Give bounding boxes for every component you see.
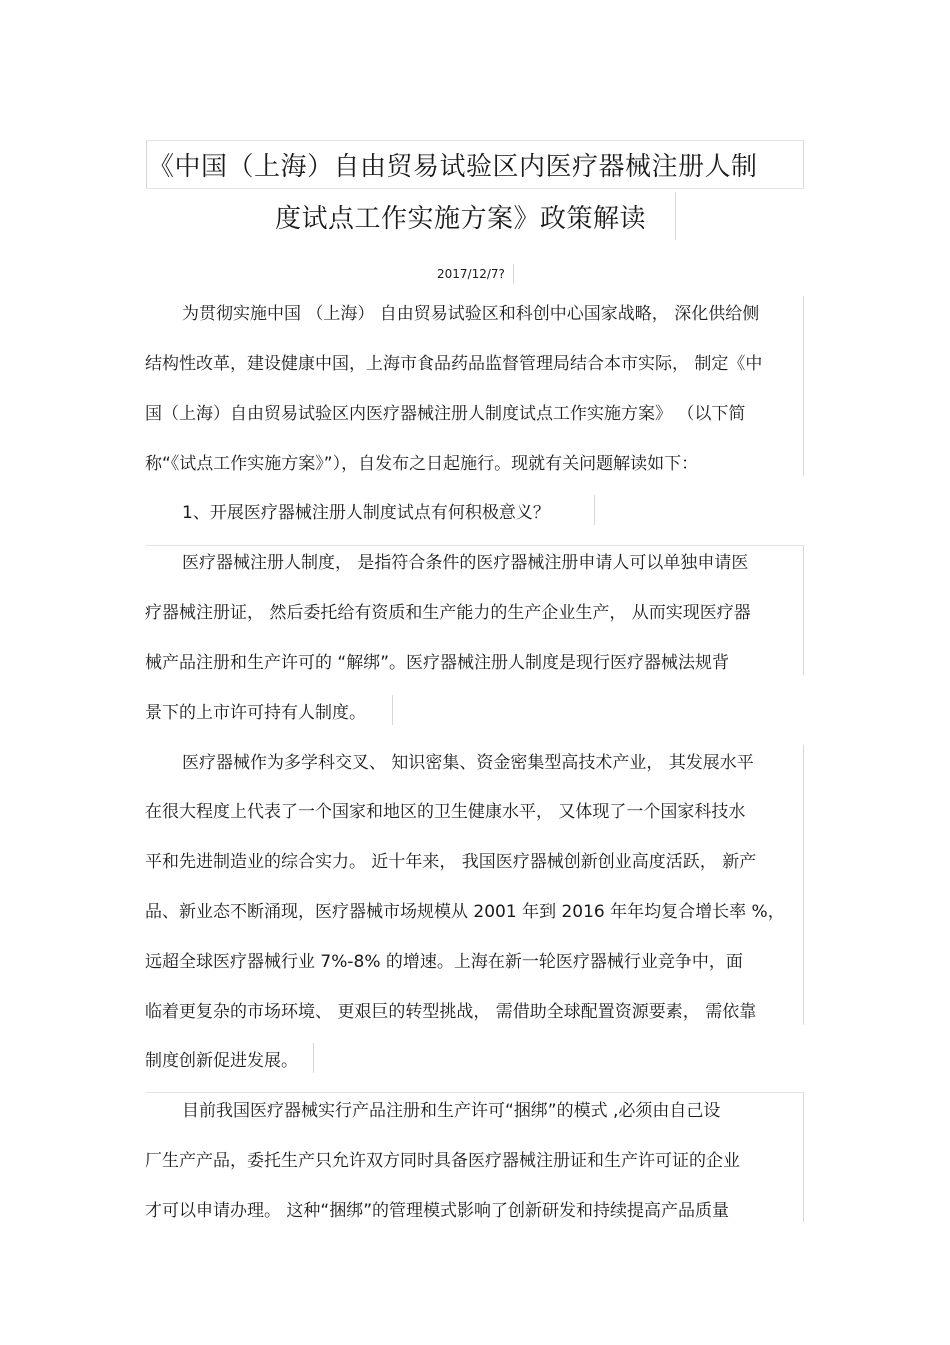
title2-rule-right: [675, 192, 676, 240]
title-rule-left: [146, 140, 147, 188]
body-line: 国（上海）自由贸易试验区内医疗器械注册人制度试点工作实施方案》 （以下简: [145, 404, 746, 424]
body-line: 械产品注册和生产许可的 “解绑”。医疗器械注册人制度是现行医疗器械法规背: [145, 653, 730, 673]
text-rule-right-7: [803, 1092, 804, 1222]
date-rule-right: [513, 264, 514, 284]
body-line: 品、新业态不断涌现，医疗器械市场规模从 2001 年到 2016 年年均复合增长率 %，: [145, 902, 785, 922]
body-line: 景下的上市许可持有人制度。: [145, 703, 366, 723]
body-line: 厂生产产品，委托生产只允许双方同时具备医疗器械注册证和生产许可证的企业: [145, 1151, 740, 1171]
body-line: 医疗器械注册人制度， 是指符合条件的医疗器械注册申请人可以单独申请医: [182, 553, 749, 573]
document-title-line-1: 《中国（上海）自由贸易试验区内医疗器械注册人制: [148, 152, 758, 182]
body-line: 为贯彻实施中国 （上海） 自由贸易试验区和科创中心国家战略， 深化供给侧: [182, 304, 760, 324]
text-rule-right-2: [594, 495, 595, 525]
para-rule-top-1: [146, 545, 804, 546]
body-line: 远超全球医疗器械行业 7%-8% 的增速。上海在新一轮医疗器械行业竞争中，面: [145, 952, 743, 972]
section-heading: 1、开展医疗器械注册人制度试点有何积极意义？: [182, 503, 550, 523]
text-rule-right-1: [803, 296, 804, 476]
body-line: 平和先进制造业的综合实力。 近十年来， 我国医疗器械创新创业高度活跃， 新产: [145, 852, 757, 872]
body-line: 在很大程度上代表了一个国家和地区的卫生健康水平， 又体现了一个国家科技水: [145, 802, 746, 822]
body-line: 称“《试点工作实施方案》”），自发布之日起施行。现就有关问题解读如下：: [145, 454, 699, 474]
body-line: 疗器械注册证， 然后委托给有资质和生产能力的生产企业生产， 从而实现医疗器: [145, 603, 751, 623]
title-rule-right: [803, 140, 804, 188]
body-line: 结构性改革，建设健康中国，上海市食品药品监督管理局结合本市实际， 制定《中: [145, 354, 763, 374]
text-rule-right-6: [313, 1043, 314, 1073]
body-line: 医疗器械作为多学科交叉、 知识密集、资金密集型高技术产业， 其发展水平: [182, 753, 754, 773]
title-rule-top: [146, 140, 804, 141]
text-rule-right-3: [803, 545, 804, 675]
body-line: 制度创新促进发展。: [145, 1051, 298, 1071]
text-rule-right-4: [392, 695, 393, 725]
para-rule-top-2: [146, 1092, 804, 1093]
publish-date: 2017/12/7?: [437, 267, 505, 281]
body-line: 目前我国医疗器械实行产品注册和生产许可“捆绑”的模式 ,必须由自己设: [182, 1101, 721, 1121]
title-rule-bottom: [146, 188, 804, 189]
text-rule-right-5: [803, 745, 804, 1025]
body-line: 才可以申请办理。 这种“捆绑”的管理模式影响了创新研发和持续提高产品质量: [145, 1201, 730, 1221]
document-title-line-2: 度试点工作实施方案》政策解读: [275, 204, 647, 234]
body-line: 临着更复杂的市场环境、 更艰巨的转型挑战， 需借助全球配置资源要素， 需依靠: [145, 1002, 757, 1022]
